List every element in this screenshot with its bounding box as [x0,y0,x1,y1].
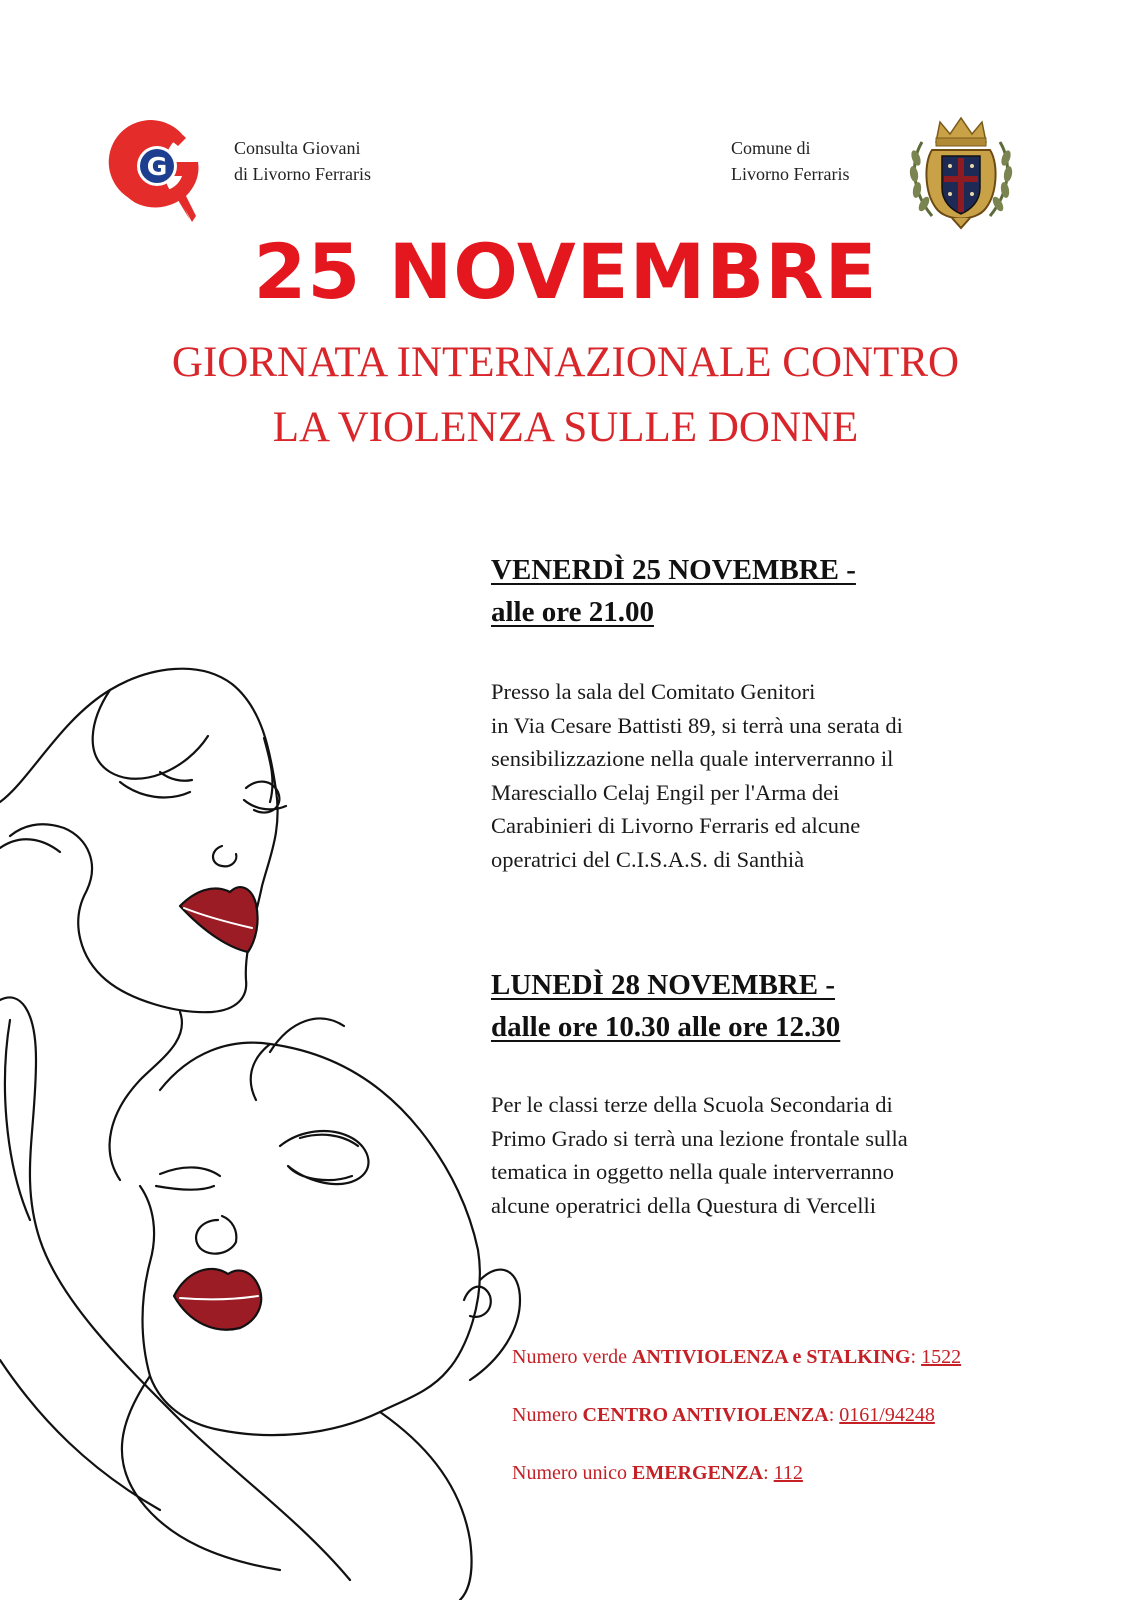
event1-heading-line2: alle ore 21.00 [491,596,654,628]
coat-of-arms-icon [902,112,1020,232]
event2-heading-line1: LUNEDÌ 28 NOVEMBRE - [491,969,835,1001]
event1-line: Carabinieri di Livorno Ferraris ed alcune [491,813,861,838]
left-org-line1: Consulta Giovani [234,138,361,158]
contact-prefix: Numero [512,1404,583,1426]
event2-line: Per le classi terze della Scuola Secondaria di [491,1092,893,1117]
event2-line: tematica in oggetto nella quale interverranno [491,1159,894,1184]
event1-line: in Via Cesare Battisti 89, si terrà una serata di [491,712,903,738]
event1-description [491,675,1051,876]
right-org-line2: Livorno Ferraris [731,164,850,184]
event1-line: operatrici del C.I.S.A.S. di Santhià [491,846,805,872]
event2-heading [491,964,840,1048]
right-org-name [731,135,849,187]
left-org-name [234,135,371,187]
subtitle-line2: LA VIOLENZA SULLE DONNE [272,404,859,451]
subtitle-line1: GIORNATA INTERNAZIONALE CONTRO [171,339,960,386]
event2-description [491,1088,1051,1222]
contact-antiviolenza-stalking [512,1343,961,1371]
contact-number-link[interactable]: 1522 [921,1346,962,1368]
contact-label: EMERGENZA [631,1462,764,1484]
line-art-faces-illustration-icon [0,660,560,1600]
contact-label: CENTRO ANTIVIOLENZA [582,1404,829,1426]
main-title: 25 NOVEMBRE [253,227,878,316]
contact-label: ANTIVIOLENZA e STALKING [631,1346,911,1368]
contact-prefix: Numero verde [512,1346,632,1368]
contact-prefix: Numero unico [512,1462,632,1484]
contact-separator: : [828,1404,840,1426]
event2-line: alcune operatrici della Questura di Vercelli [491,1192,877,1218]
event1-line: Presso la sala del Comitato Genitori [491,679,816,704]
event2-heading-line2: dalle ore 10.30 alle ore 12.30 [491,1011,841,1043]
event2-line: Primo Grado si terrà una lezione frontale sulla [491,1125,908,1151]
contact-number-link[interactable]: 0161/94248 [839,1404,935,1426]
event1-line: Maresciallo Celaj Engil per l'Arma dei [491,779,840,805]
event1-heading [491,549,856,633]
logo-letter: G [146,152,168,181]
consulta-giovani-logo-icon [108,116,203,226]
contact-separator: : [910,1346,922,1368]
contact-separator: : [763,1462,774,1484]
event1-heading-line1: VENERDÌ 25 NOVEMBRE - [491,554,856,586]
left-org-line2: di Livorno Ferraris [234,164,371,184]
contact-number-link[interactable]: 112 [773,1462,803,1484]
contact-emergenza [512,1459,803,1487]
event1-line: sensibilizzazione nella quale interverranno il [491,746,894,771]
right-org-line1: Comune di [731,138,811,158]
contact-centro-antiviolenza [512,1401,935,1429]
